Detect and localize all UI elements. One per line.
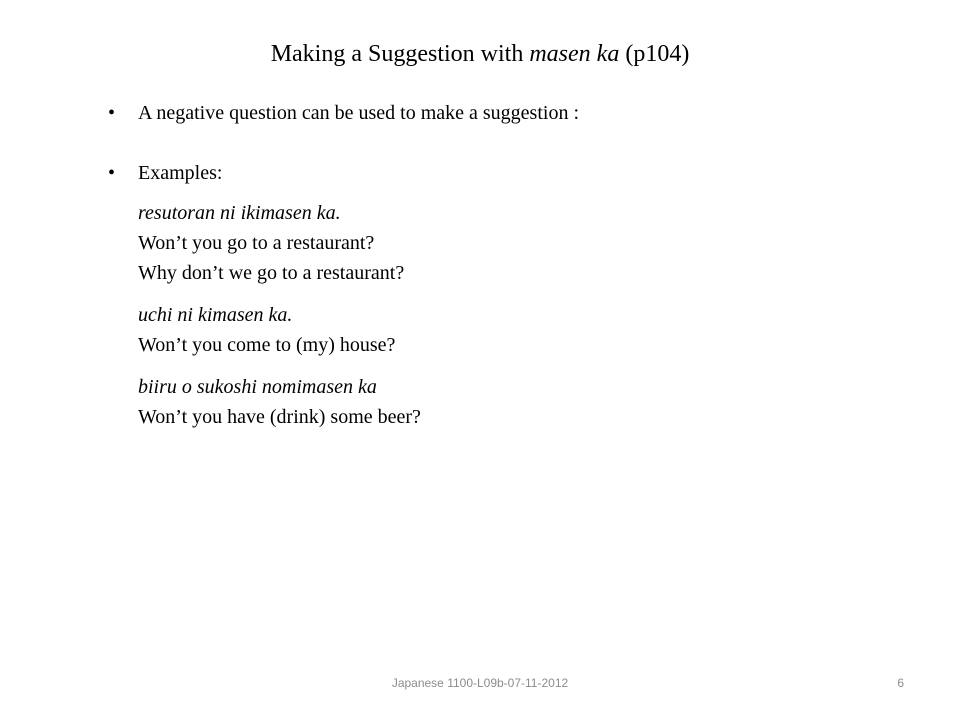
example-romaji: uchi ni kimasen ka. (138, 304, 293, 326)
bullet-point-icon: • (108, 102, 116, 124)
examples-list (108, 198, 868, 432)
bullet-text: Examples: (138, 162, 223, 184)
example-beer (138, 372, 868, 432)
page-number: 6 (897, 676, 904, 690)
example-romaji: biiru o sukoshi nomimasen ka (138, 376, 377, 398)
bullet-point-icon: • (108, 162, 116, 184)
bullet-item-negative-question (108, 98, 868, 128)
example-translation: Won’t you have (drink) some beer? (138, 406, 421, 428)
example-house (138, 300, 868, 360)
example-translation: Why don’t we go to a restaurant? (138, 262, 405, 284)
slide-title-suffix: (p104) (619, 41, 690, 67)
slide-title-prefix: Making a Suggestion with (270, 41, 530, 67)
example-romaji: resutoran ni ikimasen ka. (138, 202, 341, 224)
example-translation: Won’t you come to (my) house? (138, 334, 396, 356)
footer-label: Japanese 1100-L09b-07-11-2012 (391, 676, 569, 690)
slide-title (0, 36, 960, 72)
bullet-item-examples (108, 158, 868, 188)
slide-content (108, 98, 868, 444)
example-translation: Won’t you go to a restaurant? (138, 232, 375, 254)
bullet-text: A negative question can be used to make a suggestion : (138, 102, 580, 124)
example-restaurant (138, 198, 868, 288)
slide-title-emphasis: masen ka (529, 41, 620, 67)
